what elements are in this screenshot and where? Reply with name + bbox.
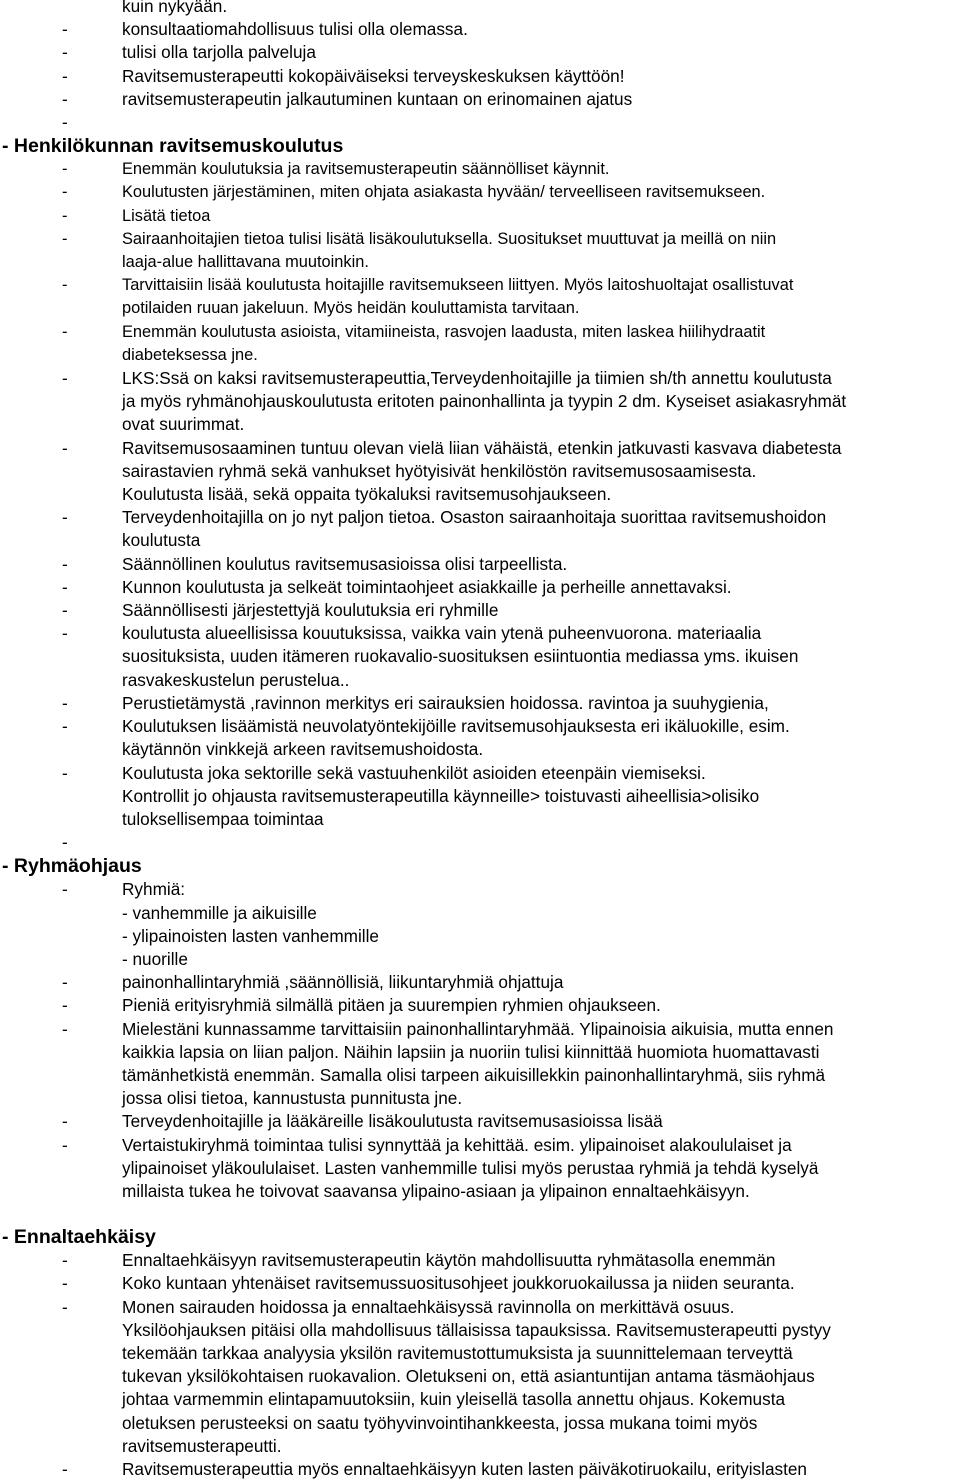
bullet-dash: - [62, 972, 68, 993]
item-text [122, 1458, 960, 1481]
text-line: ravitsemusterapeutti. [122, 1435, 282, 1456]
text-line: Mielestäni kunnassamme tarvittaisiin painonhallintaryhmää. Ylipainoisia aikuisia, mutta ennen [122, 1018, 834, 1039]
item-text [122, 692, 960, 715]
continued-text [0, 0, 960, 18]
bullet-item [0, 715, 960, 761]
sub-list-item: - ylipainoisten lasten vanhemmille [122, 925, 379, 946]
text-line: konsultaatiomahdollisuus tulisi olla olemassa. [122, 19, 468, 40]
text-line: Enemmän koulutusta asioista, vitamiineista, rasvojen laadusta, miten laskea hiilihydraatit [122, 322, 766, 341]
item-text [122, 553, 960, 576]
text-line: diabeteksessa jne. [122, 345, 258, 364]
bullet-item [0, 41, 960, 64]
bullet-dash: - [62, 229, 68, 248]
item-text [122, 65, 960, 88]
bullet-item [0, 994, 960, 1017]
text-line: Koulutuksen lisäämistä neuvolatyöntekijöille ravitsemusohjauksesta eri ikäluokille, esim. [122, 716, 790, 737]
text-line: Enemmän koulutuksia ja ravitsemusterapeutin säännölliset käynnit. [122, 160, 610, 179]
bullet-item [0, 1110, 960, 1133]
text-line: Terveydenhoitajille ja lääkäreille lisäkoulutusta ravitsemusasioissa lisää [122, 1111, 663, 1132]
text-line [122, 831, 960, 854]
text-line: Koulutusta lisää, sekä oppaita työkaluksi ravitsemusohjaukseen. [122, 484, 612, 505]
bullet-dash: - [62, 576, 68, 597]
item-text [122, 1249, 960, 1272]
item-text [122, 576, 960, 599]
item-text [122, 0, 960, 18]
text-line: Ennaltaehkäisyyn ravitsemusterapeutin käytön mahdollisuutta ryhmätasolla enemmän [122, 1250, 776, 1271]
bullet-item [0, 88, 960, 111]
text-line: ovat suurimmat. [122, 414, 245, 435]
bullet-dash: - [62, 206, 68, 225]
item-text [122, 1018, 960, 1111]
text-line: koulutusta [122, 530, 201, 551]
text-line: tuloksellisempaa toimintaa [122, 808, 324, 829]
paragraph-spacer [0, 1203, 960, 1225]
bullet-dash: - [62, 692, 68, 713]
item-text [122, 18, 960, 41]
bullet-dash: - [62, 600, 68, 621]
bullet-item [0, 18, 960, 41]
bullet-dash: - [62, 623, 68, 644]
text-line: millaista tukea he toivovat saavansa ylipaino-asiaan ja ylipainon ennaltaehkäisyyn. [122, 1180, 750, 1201]
text-line: kuin nykyään. [122, 0, 228, 16]
text-line: suosituksista, uuden itämeren ruokavalio-suosituksen esiintuontia mediassa yms. ikuisen [122, 646, 799, 667]
sub-list-item: - vanhemmille ja aikuisille [122, 902, 317, 923]
text-line: Tarvittaisiin lisää koulutusta hoitajille ravitsemukseen liittyen. Myös laitoshuoltajat osallistuvat [122, 276, 794, 295]
bullet-dash: - [62, 507, 68, 528]
bullet-dash: - [62, 716, 68, 737]
item-text [122, 1134, 960, 1204]
text-line: Kontrollit jo ohjausta ravitsemusterapeutilla käynneille> toistuvasti aiheellisia>olisiko [122, 785, 760, 806]
bullet-dash: - [62, 276, 68, 295]
bullet-dash: - [62, 832, 68, 853]
bullet-dash: - [62, 19, 68, 40]
text-line: sairastavien ryhmä sekä vanhukset hyötyisivät henkilöstön ravitsemusosaamisesta. [122, 460, 757, 481]
section-heading: - Henkilökunnan ravitsemuskoulutus [2, 135, 344, 158]
item-text [122, 367, 960, 437]
text-line: Koulutusten järjestäminen, miten ohjata asiakasta hyvään/ terveelliseen ravitsemukseen. [122, 183, 766, 202]
bullet-item [0, 437, 960, 507]
item-text [122, 762, 960, 832]
text-line: ylipainoiset yläkoululaiset. Lasten vanhemmille tulisi myös perustaa ryhmiä ja tehdä kyselyä [122, 1157, 819, 1178]
text-line: Terveydenhoitajilla on jo nyt paljon tietoa. Osaston sairaanhoitaja suorittaa ravitsemushoidon [122, 507, 827, 528]
bullet-item [0, 692, 960, 715]
text-line: tekemään tarkkaa analyysia yksilön ravitemustottumuksista ja suunnittelemaan terveyttä [122, 1342, 793, 1363]
bullet-dash: - [62, 1250, 68, 1271]
text-line: LKS:Ssä on kaksi ravitsemusterapeuttia,Terveydenhoitajille ja tiimien sh/th annettu koulutusta [122, 368, 832, 389]
text-line: jossa olisi tietoa, kannustusta punnitusta jne. [122, 1088, 463, 1109]
bullet-item [0, 274, 960, 320]
item-text [122, 111, 960, 134]
text-line: Kunnon koulutusta ja selkeät toimintaohjeet asiakkaille ja perheille annettavaksi. [122, 576, 732, 597]
item-text [122, 622, 960, 692]
bullet-dash: - [62, 65, 68, 86]
bullet-dash: - [62, 1273, 68, 1294]
bullet-item [0, 1296, 960, 1458]
bullet-dash: - [62, 1296, 68, 1317]
sub-list-item: - nuorille [122, 948, 188, 969]
text-line: tukevan yksilökohtaisen ruokavalion. Oletukseni on, että asiantuntijan antama täsmäohjaus [122, 1366, 815, 1387]
item-text [122, 228, 960, 274]
bullet-item [0, 1272, 960, 1295]
text-line: koulutusta alueellisissa kouutuksissa, vaikka vain ytenä puheenvuorona. materiaalia [122, 623, 762, 644]
text-line: oletuksen perusteeksi on saatu työhyvinvointihankkeesta, jossa mukana toimi myös [122, 1412, 758, 1433]
bullet-dash: - [62, 1458, 68, 1479]
bullet-dash: - [62, 160, 68, 179]
bullet-item [0, 553, 960, 576]
text-line: kaikkia lapsia on liian paljon. Näihin lapsiin ja nuoriin tulisi kiinnittää huomiota huomattavasti [122, 1041, 820, 1062]
bullet-item [0, 321, 960, 367]
bullet-item [0, 158, 960, 181]
bullet-dash: - [62, 368, 68, 389]
bullet-item [0, 762, 960, 832]
text-line: laaja-alue hallittavana muutoinkin. [122, 253, 369, 272]
text-line: Pieniä erityisryhmiä silmällä pitäen ja suurempien ryhmien ohjaukseen. [122, 995, 661, 1016]
text-line: potilaiden ruuan jakeluun. Myös heidän kouluttamista tarvitaan. [122, 299, 580, 318]
bullet-item [0, 506, 960, 552]
item-text [122, 321, 960, 367]
item-text [122, 158, 960, 181]
bullet-dash: - [62, 1111, 68, 1132]
bullet-item [0, 831, 960, 854]
bullet-dash: - [62, 88, 68, 109]
text-line: Koko kuntaan yhtenäiset ravitsemussuositusohjeet joukkoruokailussa ja niiden seuranta. [122, 1273, 795, 1294]
item-text [122, 41, 960, 64]
text-line [122, 111, 960, 134]
bullet-item [0, 622, 960, 692]
text-line: tulisi olla tarjolla palveluja [122, 42, 316, 63]
text-line: tämänhetkistä enemmän. Samalla olisi tarpeen aikuisillekkin painonhallintaryhmä, siis ryhmä [122, 1064, 826, 1085]
text-line: Ryhmiä: [122, 879, 186, 900]
text-line: käytännön vinkkejä arkeen ravitsemushoidosta. [122, 739, 484, 760]
item-text [122, 971, 960, 994]
item-text [122, 599, 960, 622]
item-text [122, 1110, 960, 1133]
bullet-item [0, 228, 960, 274]
bullet-item [0, 111, 960, 134]
item-text [122, 88, 960, 111]
bullet-item [0, 576, 960, 599]
bullet-dash: - [62, 1018, 68, 1039]
bullet-item [0, 1134, 960, 1204]
text-line: ravitsemusterapeutin jalkautuminen kuntaan on erinomainen ajatus [122, 88, 633, 109]
item-text [122, 205, 960, 228]
item-text [122, 274, 960, 320]
item-text [122, 831, 960, 854]
text-line: Ravitsemusosaaminen tuntuu olevan vielä liian vähäistä, etenkin jatkuvasti kasvava diabetesta [122, 437, 842, 458]
item-text [122, 506, 960, 552]
text-line: Koulutusta joka sektorille sekä vastuuhenkilöt asioiden eteenpäin viemiseksi. [122, 762, 706, 783]
bullet-item [0, 971, 960, 994]
item-text [122, 181, 960, 204]
item-text [122, 1296, 960, 1458]
bullet-dash: - [62, 437, 68, 458]
text-line: Monen sairauden hoidossa ja ennaltaehkäisyssä ravinnolla on merkittävä osuus. [122, 1296, 735, 1317]
bullet-dash: - [62, 322, 68, 341]
bullet-item [0, 367, 960, 437]
text-line: rasvakeskustelun perustelua.. [122, 669, 350, 690]
text-line: Vertaistukiryhmä toimintaa tulisi synnyttää ja kehittää. esim. ylipainoiset alakoululaiset ja [122, 1134, 792, 1155]
bullet-dash: - [62, 183, 68, 202]
item-text [122, 1272, 960, 1295]
text-line: Sairaanhoitajien tietoa tulisi lisätä lisäkoulutuksella. Suositukset muuttuvat ja meillä on niin [122, 229, 777, 248]
item-text [122, 715, 960, 761]
text-line: Yksilöohjauksen pitäisi olla mahdollisuus tällaisissa tapauksissa. Ravitsemusterapeutti pystyy [122, 1319, 831, 1340]
item-text [122, 994, 960, 1017]
bullet-item [0, 205, 960, 228]
bullet-dash: - [62, 1134, 68, 1155]
text-line: Ravitsemusterapeuttia myös ennaltaehkäisyyn kuten lasten päiväkotiruokailu, erityislasten [122, 1458, 807, 1479]
item-text [122, 437, 960, 507]
text-line: Säännöllisesti järjestettyjä koulutuksia eri ryhmille [122, 600, 499, 621]
text-line: johtaa varmemmin elintapamuutoksiin, kuin yleisellä tasolla annettu ohjaus. Kokemusta [122, 1389, 786, 1410]
bullet-item [0, 181, 960, 204]
bullet-item [0, 1018, 960, 1111]
bullet-dash: - [62, 995, 68, 1016]
bullet-dash: - [62, 762, 68, 783]
bullet-item [0, 65, 960, 88]
text-line: Säännöllinen koulutus ravitsemusasioissa olisi tarpeellista. [122, 553, 568, 574]
text-line: Ravitsemusterapeutti kokopäiväiseksi terveyskeskuksen käyttöön! [122, 65, 625, 86]
section-heading: - Ryhmäohjaus [2, 855, 142, 878]
bullet-dash: - [62, 42, 68, 63]
bullet-item [0, 1458, 960, 1481]
bullet-dash: - [62, 553, 68, 574]
item-text [122, 878, 960, 901]
bullet-item [0, 878, 960, 901]
text-line: painonhallintaryhmiä ,säännöllisiä, liikuntaryhmiä ohjattuja [122, 972, 564, 993]
text-line: Perustietämystä ,ravinnon merkitys eri sairauksien hoidossa. ravintoa ja suuhygienia, [122, 692, 769, 713]
section-heading: - Ennaltaehkäisy [2, 1226, 156, 1249]
text-line: Lisätä tietoa [122, 206, 211, 225]
bullet-dash: - [62, 112, 68, 133]
bullet-dash: - [62, 879, 68, 900]
bullet-item [0, 599, 960, 622]
bullet-item [0, 1249, 960, 1272]
text-line: ja myös ryhmänohjauskoulutusta eritoten painonhallinta ja tyypin 2 dm. Kyseiset asiakasryhmät [122, 391, 847, 412]
